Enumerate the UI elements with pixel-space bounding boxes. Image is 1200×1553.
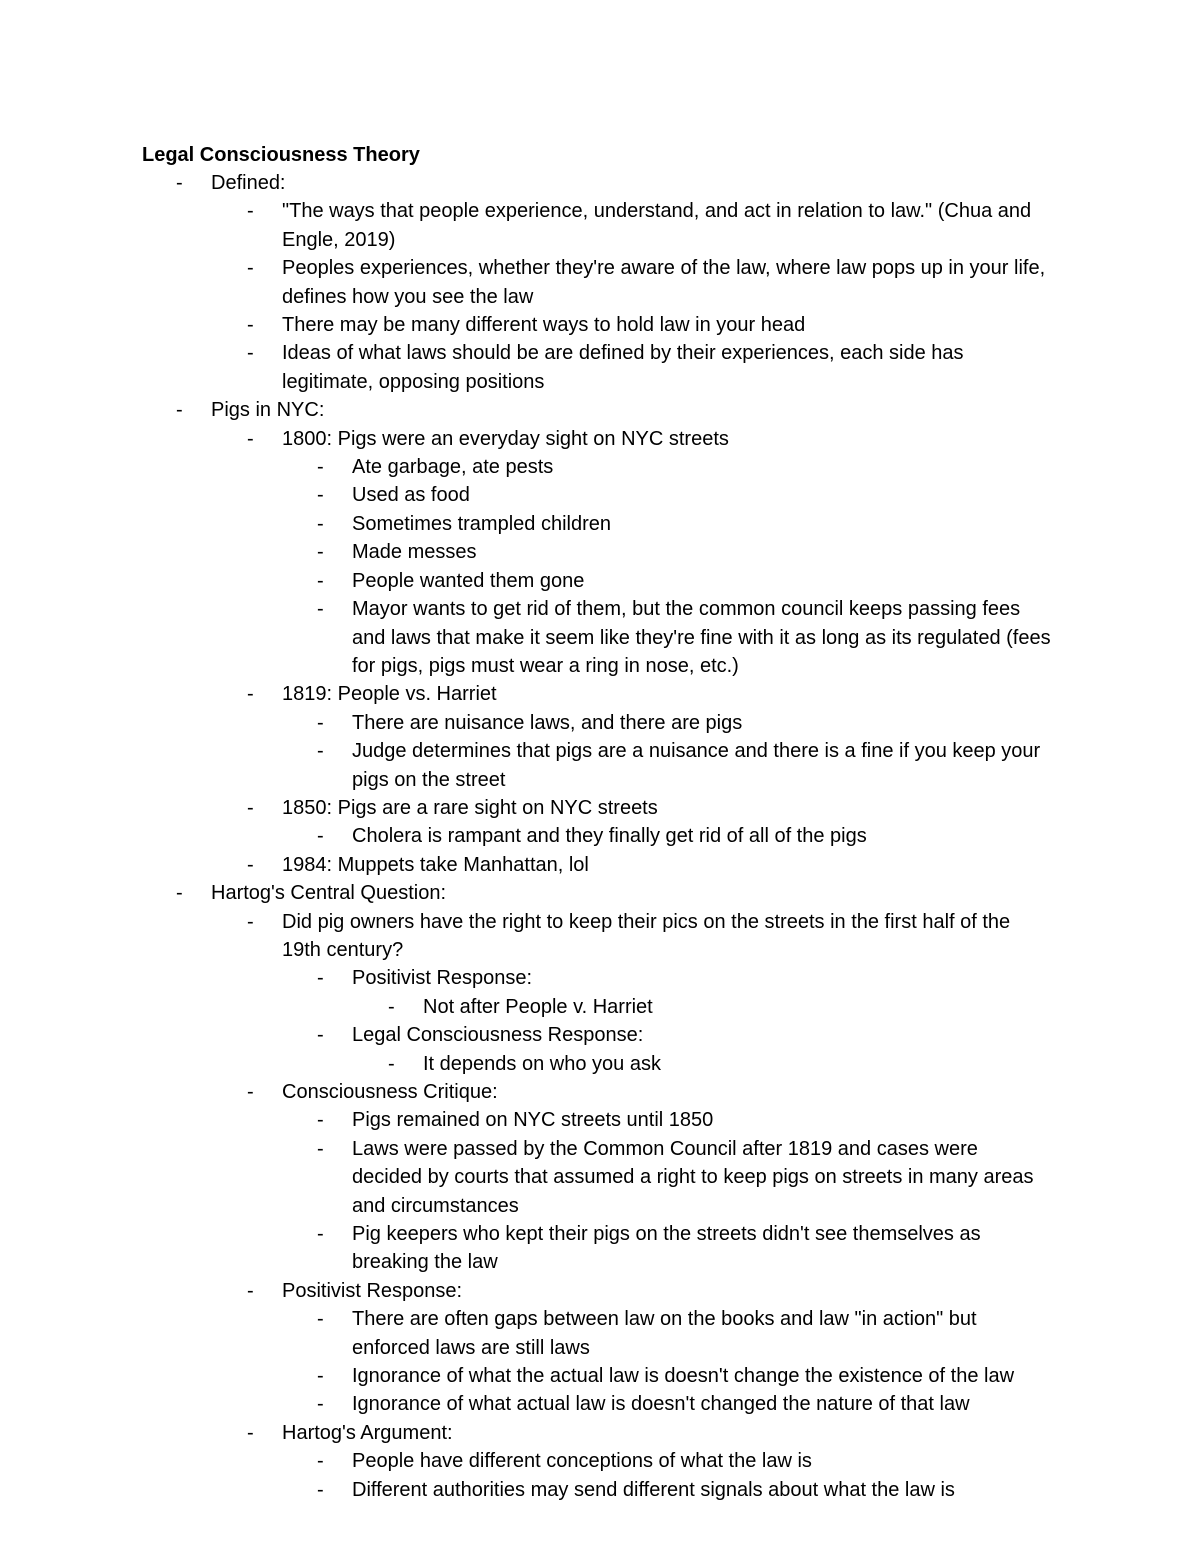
outline-item-level-3: [0, 453, 1200, 481]
outline-sublist: [0, 1305, 1200, 1419]
outline-item-text: Used as food: [352, 484, 470, 507]
outline-item-level-4: [0, 1050, 1200, 1078]
outline-item-text: People have different conceptions of what the law is: [352, 1450, 812, 1473]
outline-item-level-2: [0, 1277, 1200, 1419]
outline-item-text: Hartog's Argument:: [282, 1421, 453, 1444]
outline-sublist: [0, 1447, 1200, 1504]
outline-item-text: Ate garbage, ate pests: [352, 456, 554, 479]
outline-list: [0, 169, 1200, 1504]
outline-item-text: Pig keepers who kept their pigs on the streets didn't see themselves as breaking the law: [352, 1223, 981, 1274]
outline-item-text: People wanted them gone: [352, 569, 585, 592]
outline-item-level-2: [0, 1419, 1200, 1504]
outline-sublist: [0, 1050, 1200, 1078]
outline-sublist: [0, 822, 1200, 850]
outline-item-level-2: [0, 908, 1200, 1078]
outline-item-level-3: [0, 1220, 1200, 1277]
bullet-dash-icon: -: [317, 484, 324, 507]
outline-item-level-2: [0, 851, 1200, 879]
outline-item-text: 1800: Pigs were an everyday sight on NYC streets: [282, 427, 729, 450]
bullet-dash-icon: -: [317, 512, 324, 535]
bullet-dash-icon: -: [317, 1223, 324, 1246]
outline-item-text: Pigs remained on NYC streets until 1850: [352, 1109, 714, 1132]
bullet-dash-icon: -: [317, 541, 324, 564]
bullet-dash-icon: -: [247, 1421, 254, 1444]
outline-sublist: [0, 453, 1200, 680]
outline-item-level-2: [0, 339, 1200, 396]
outline-item-text: Ideas of what laws should be are defined by their experiences, each side has legitimate, opposing positions: [282, 342, 964, 393]
bullet-dash-icon: -: [317, 1478, 324, 1501]
outline-item-text: Not after People v. Harriet: [423, 995, 653, 1018]
bullet-dash-icon: -: [247, 1279, 254, 1302]
outline-item-text: It depends on who you ask: [423, 1052, 661, 1075]
bullet-dash-icon: -: [247, 314, 254, 337]
bullet-dash-icon: -: [317, 1308, 324, 1331]
bullet-dash-icon: -: [317, 1393, 324, 1416]
outline-item-text: Cholera is rampant and they finally get rid of all of the pigs: [352, 825, 867, 848]
outline-item-text: Hartog's Central Question:: [211, 882, 447, 905]
bullet-dash-icon: -: [317, 1137, 324, 1160]
bullet-dash-icon: -: [247, 200, 254, 223]
outline-sublist: [0, 197, 1200, 396]
outline-item-level-3: [0, 1390, 1200, 1418]
outline-item-text: There are nuisance laws, and there are pigs: [352, 711, 743, 734]
bullet-dash-icon: -: [317, 569, 324, 592]
outline-item-text: Mayor wants to get rid of them, but the common council keeps passing fees and laws that make it seem like they're fine with it as long as its regulated (fees for pigs, pigs must wear a ring in nose, etc.): [352, 598, 1051, 677]
bullet-dash-icon: -: [317, 711, 324, 734]
outline-item-level-2: [0, 197, 1200, 254]
outline-sublist: [0, 908, 1200, 1505]
outline-item-level-3: [0, 1305, 1200, 1362]
outline-item-level-3: [0, 737, 1200, 794]
outline-item-text: There are often gaps between law on the books and law "in action" but enforced laws are still laws: [352, 1308, 977, 1359]
bullet-dash-icon: -: [317, 740, 324, 763]
outline-item-level-1: [0, 396, 1200, 879]
outline-item-text: Ignorance of what the actual law is doesn't change the existence of the law: [352, 1365, 1015, 1388]
bullet-dash-icon: -: [176, 172, 183, 194]
bullet-dash-icon: -: [247, 683, 254, 706]
outline-item-level-3: [0, 1106, 1200, 1134]
outline-item-text: Defined:: [211, 172, 286, 194]
outline-item-level-3: [0, 1362, 1200, 1390]
outline-item-text: Positivist Response:: [352, 967, 533, 990]
outline-item-level-3: [0, 481, 1200, 509]
outline-item-level-2: [0, 680, 1200, 794]
bullet-dash-icon: -: [317, 456, 324, 479]
bullet-dash-icon: -: [247, 853, 254, 876]
outline-item-level-3: [0, 510, 1200, 538]
outline-item-level-4: [0, 993, 1200, 1021]
bullet-dash-icon: -: [247, 342, 254, 365]
outline-item-text: 1819: People vs. Harriet: [282, 683, 497, 706]
outline-sublist: [0, 964, 1200, 1078]
outline-item-level-3: [0, 1476, 1200, 1504]
outline-item-text: Legal Consciousness Response:: [352, 1024, 644, 1047]
outline-item-text: Pigs in NYC:: [211, 399, 325, 422]
outline-item-level-3: [0, 595, 1200, 680]
outline-item-level-2: [0, 794, 1200, 851]
outline-item-level-3: [0, 709, 1200, 737]
outline-item-text: Judge determines that pigs are a nuisance and there is a fine if you keep your pigs on the street: [352, 740, 1041, 791]
outline-item-text: Peoples experiences, whether they're aware of the law, where law pops up in your life, defines how you see the law: [282, 257, 1046, 308]
outline-item-level-2: [0, 311, 1200, 339]
bullet-dash-icon: -: [317, 825, 324, 848]
bullet-dash-icon: -: [317, 1450, 324, 1473]
outline-item-text: Laws were passed by the Common Council after 1819 and cases were decided by courts that assumed a right to keep pigs on streets in many areas and circumstances: [352, 1137, 1034, 1217]
outline-item-text: Positivist Response:: [282, 1279, 463, 1302]
outline-item-level-3: [0, 1135, 1200, 1220]
outline-item-text: Made messes: [352, 541, 477, 564]
outline-item-level-3: [0, 538, 1200, 566]
outline-item-level-2: [0, 254, 1200, 311]
outline-item-text: 1984: Muppets take Manhattan, lol: [282, 853, 589, 876]
bullet-dash-icon: -: [247, 796, 254, 819]
outline-sublist: [0, 425, 1200, 880]
outline-item-level-2: [0, 425, 1200, 681]
outline-item-level-3: [0, 1021, 1200, 1078]
bullet-dash-icon: -: [317, 598, 324, 621]
bullet-dash-icon: -: [247, 257, 254, 280]
bullet-dash-icon: -: [317, 967, 324, 990]
bullet-dash-icon: -: [317, 1109, 324, 1132]
bullet-dash-icon: -: [247, 910, 254, 933]
outline-item-text: Consciousness Critique:: [282, 1081, 498, 1103]
outline-item-level-3: [0, 567, 1200, 595]
outline-item-text: 1850: Pigs are a rare sight on NYC streets: [282, 796, 658, 819]
outline-item-level-2: [0, 1078, 1200, 1277]
outline-item-text: Did pig owners have the right to keep their pics on the streets in the first half of the 19th century?: [282, 910, 1011, 961]
bullet-dash-icon: -: [176, 399, 183, 422]
outline-sublist: [0, 1106, 1200, 1276]
outline-sublist: [0, 709, 1200, 794]
bullet-dash-icon: -: [247, 427, 254, 450]
outline-item-level-1: [0, 169, 1200, 396]
outline-item-text: Sometimes trampled children: [352, 512, 611, 535]
outline-item-text: There may be many different ways to hold law in your head: [282, 314, 806, 337]
bullet-dash-icon: -: [388, 1052, 395, 1075]
outline-item-text: "The ways that people experience, understand, and act in relation to law." (Chua and Engle, 2019): [282, 200, 1032, 251]
outline-item-level-3: [0, 964, 1200, 1021]
bullet-dash-icon: -: [247, 1081, 254, 1103]
outline-item-text: Different authorities may send different signals about what the law is: [352, 1478, 955, 1501]
document-title: Legal Consciousness Theory: [142, 144, 420, 166]
bullet-dash-icon: -: [176, 882, 183, 905]
bullet-dash-icon: -: [317, 1365, 324, 1388]
outline-item-text: Ignorance of what actual law is doesn't changed the nature of that law: [352, 1393, 970, 1416]
bullet-dash-icon: -: [317, 1024, 324, 1047]
outline-item-level-1: [0, 879, 1200, 1504]
outline-sublist: [0, 993, 1200, 1021]
outline-item-level-3: [0, 822, 1200, 850]
outline-item-level-3: [0, 1447, 1200, 1475]
bullet-dash-icon: -: [388, 995, 395, 1018]
